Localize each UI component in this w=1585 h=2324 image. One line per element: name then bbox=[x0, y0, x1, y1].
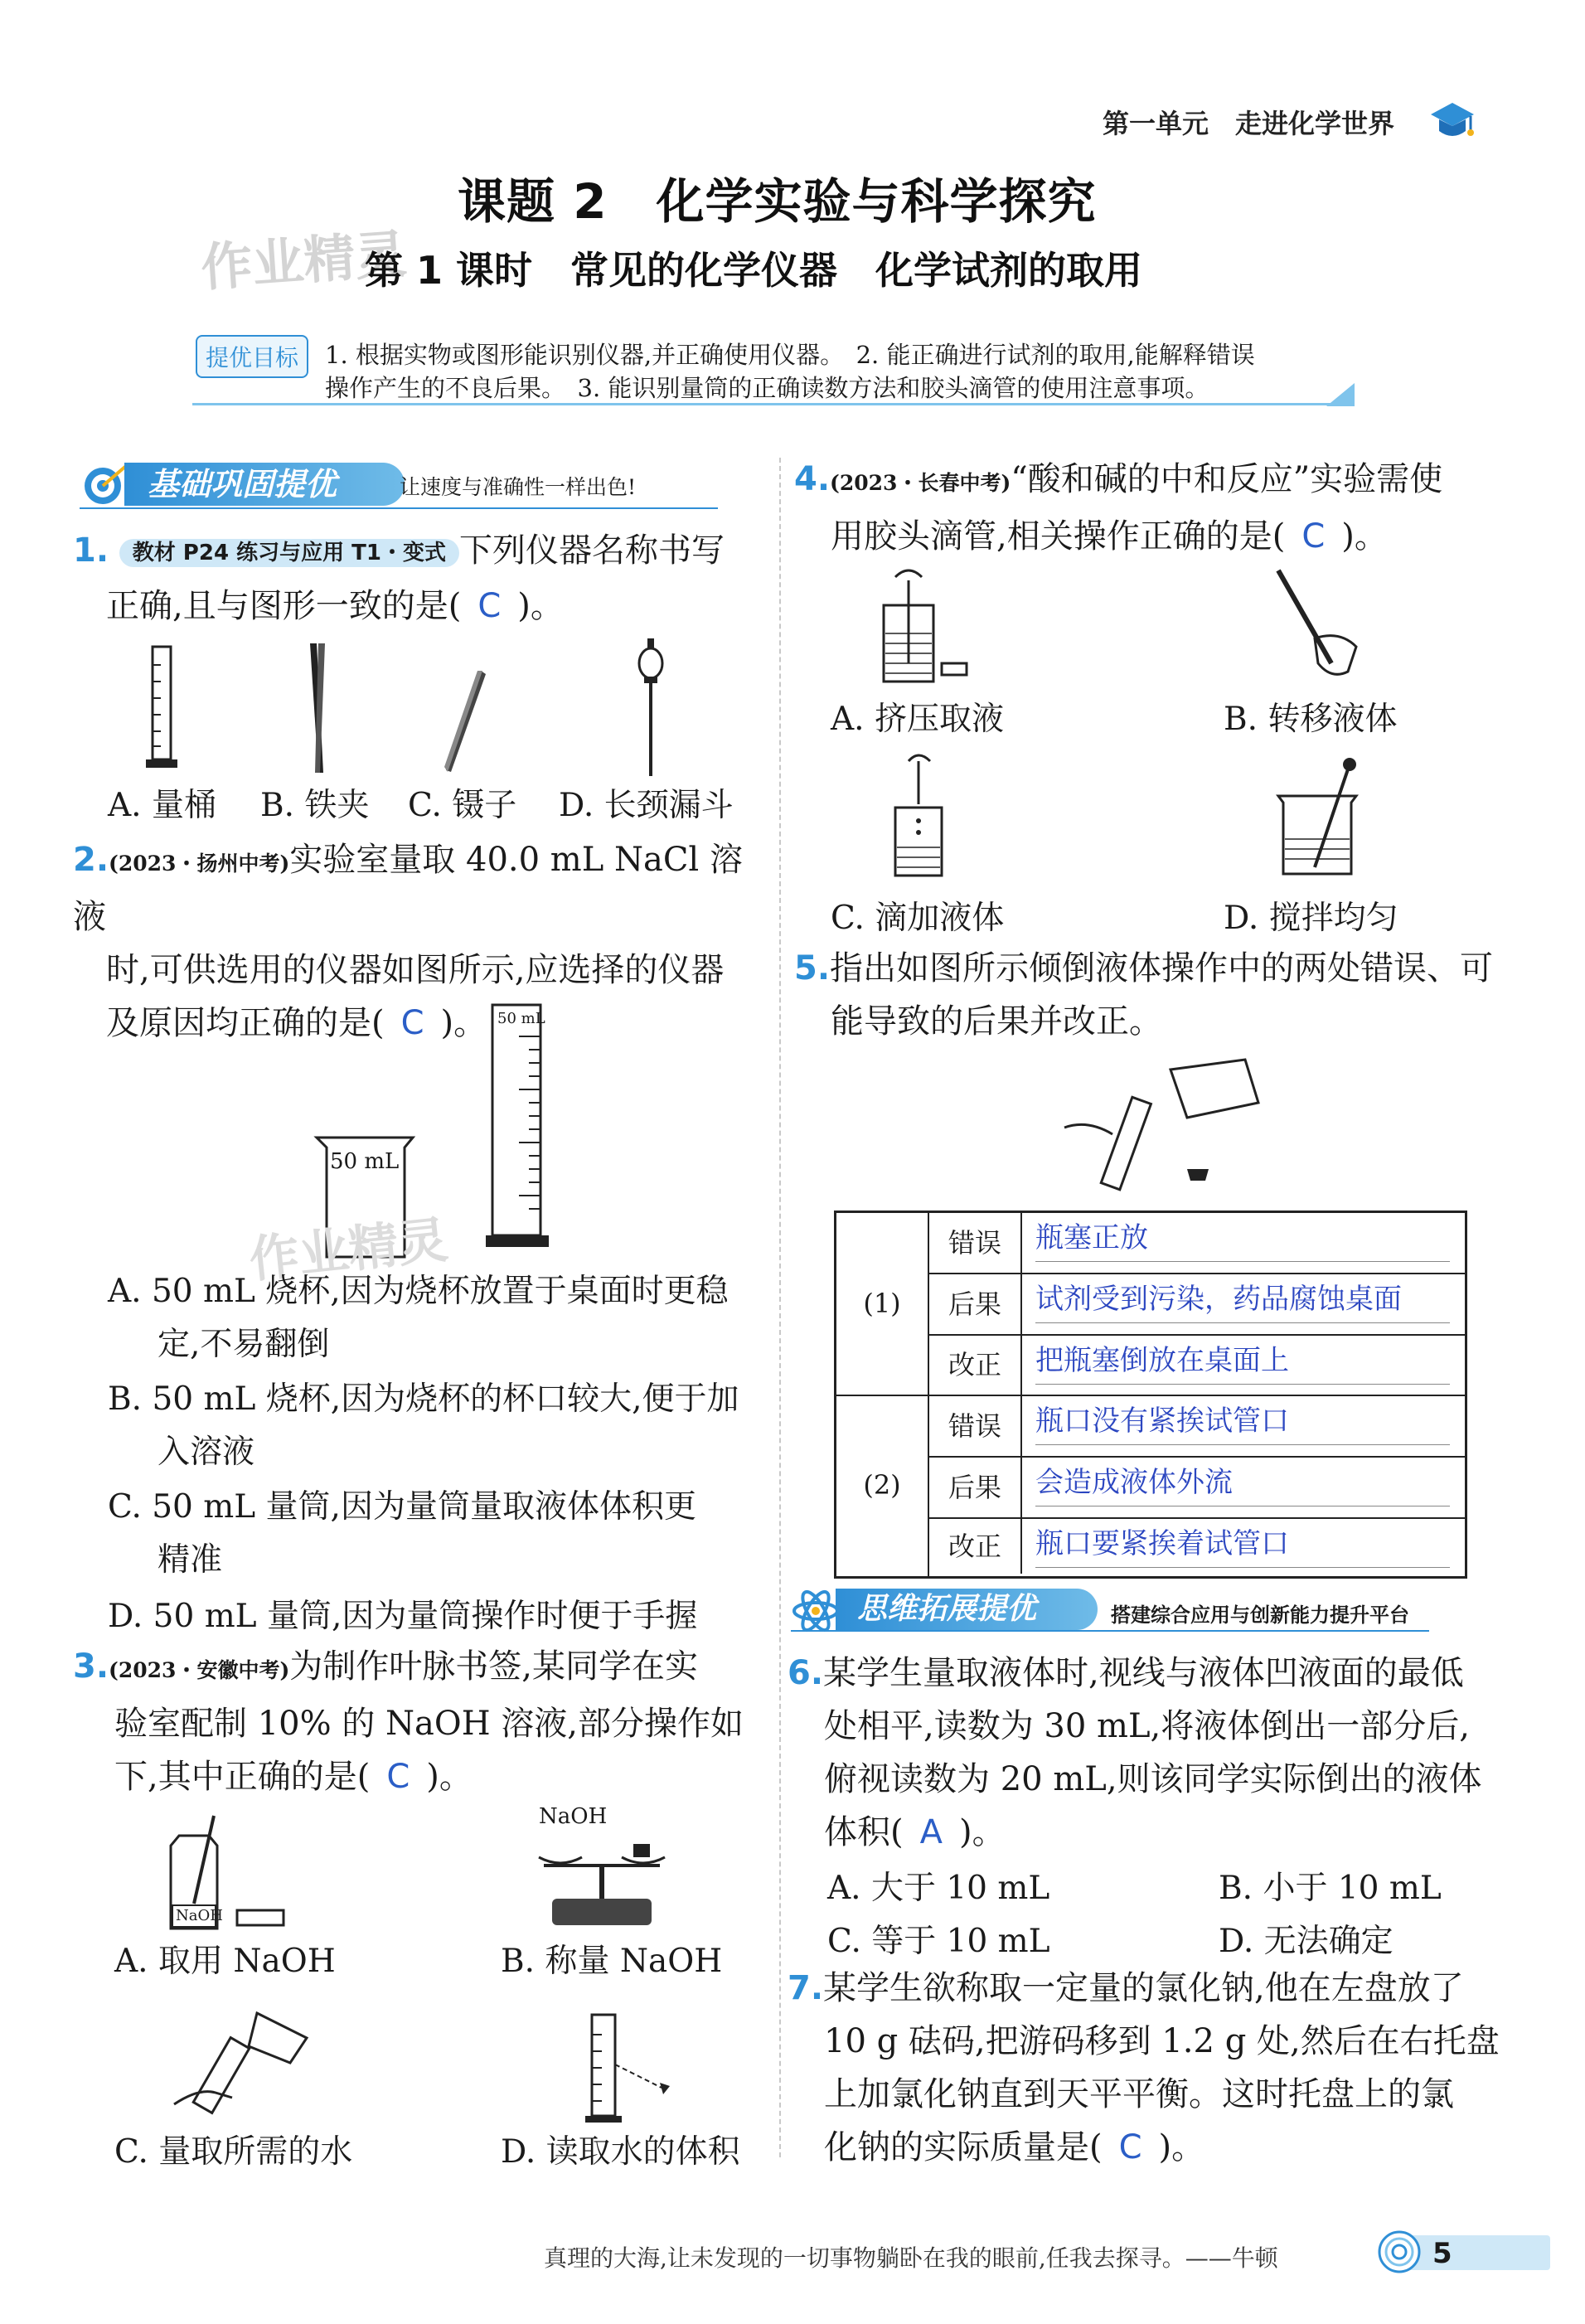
q1-option-b: B. 铁夹 bbox=[260, 787, 370, 824]
q2-option-c-line-1: C. 50 mL 量筒,因为量筒量取液体体积更 bbox=[108, 1488, 696, 1526]
crucible-tongs-figure bbox=[298, 640, 340, 777]
q5-row-label: 改正 bbox=[929, 1336, 1022, 1396]
q5-row-label: 改正 bbox=[929, 1519, 1022, 1574]
table-horizontal-rule bbox=[929, 1334, 1465, 1336]
q5-row-label: 后果 bbox=[929, 1274, 1022, 1336]
q1-line-2: 正确,且与图形一致的是( bbox=[106, 587, 462, 625]
q2-option-b-line-1: B. 50 mL 烧杯,因为烧杯的杯口较大,便于加 bbox=[108, 1380, 739, 1418]
q2-number: 2. bbox=[73, 841, 109, 879]
q7-answer: C bbox=[1118, 2128, 1142, 2166]
spiral-icon bbox=[1376, 2229, 1423, 2275]
q1-tag: 教材 P24 练习与应用 T1・变式 bbox=[119, 539, 459, 567]
q3-source: (2023・安徽中考) bbox=[109, 1658, 290, 1682]
section-slogan-basic: 让速度与准确性一样出色! bbox=[400, 475, 637, 499]
stir-figure bbox=[1273, 756, 1373, 881]
q5 bbox=[794, 942, 1524, 1048]
q7 bbox=[788, 1962, 1525, 2174]
section-title-extend: 思维拓展提优 bbox=[836, 1589, 1098, 1630]
q5-row-value: 把瓶塞倒放在桌面上 bbox=[1035, 1337, 1450, 1385]
q3 bbox=[73, 1640, 769, 1803]
q2-line-1: 实验室量取 40.0 mL NaCl 溶液 bbox=[73, 841, 743, 936]
tweezers-figure bbox=[439, 667, 489, 775]
q7-line-4b: )。 bbox=[1158, 2128, 1205, 2166]
q4-option-c: C. 滴加液体 bbox=[831, 900, 1005, 937]
q3-line-3b: )。 bbox=[426, 1758, 473, 1796]
beaker-label: 50 mL bbox=[330, 1149, 400, 1174]
cylinder-label: 50 mL bbox=[497, 1010, 545, 1027]
q1-number: 1. bbox=[73, 531, 109, 570]
q2-option-d: D. 50 mL 量筒,因为量筒操作时便于手握 bbox=[108, 1598, 698, 1635]
q4-source: (2023・长春中考) bbox=[830, 471, 1011, 495]
q4-option-a: A. 挤压取液 bbox=[831, 701, 1004, 738]
q2-source: (2023・扬州中考) bbox=[109, 851, 290, 876]
lesson-title: 课题 2 化学实验与科学探究 bbox=[458, 173, 1097, 230]
q5-line-1: 指出如图所示倾倒液体操作中的两处错误、可 bbox=[830, 949, 1494, 987]
q6-answer: A bbox=[919, 1813, 943, 1851]
q1-option-c: C. 镊子 bbox=[408, 787, 517, 824]
page-number: 5 bbox=[1432, 2237, 1452, 2270]
q4-line-2b: )。 bbox=[1341, 517, 1388, 556]
q5-number: 5. bbox=[794, 949, 831, 987]
q2-option-a bbox=[108, 1265, 729, 1371]
q1-line-2b: )。 bbox=[517, 587, 564, 625]
section-title-basic: 基础巩固提优 bbox=[124, 463, 405, 506]
q1-answer: C bbox=[477, 587, 502, 625]
corner-triangle-icon bbox=[1326, 383, 1355, 406]
goals-line-1: 1. 根据实物或图形能识别仪器,并正确使用仪器。 2. 能正确进行试剂的取用,能解释错误 bbox=[325, 341, 1255, 369]
watermark: 作业精灵 bbox=[199, 223, 409, 298]
q3-option-c: C. 量取所需的水 bbox=[114, 2133, 353, 2171]
squeeze-dropper-figure bbox=[870, 564, 970, 688]
table-horizontal-rule bbox=[929, 1517, 1465, 1519]
q1-line-1: 下列仪器名称书写 bbox=[458, 531, 725, 570]
q3-line-2: 验室配制 10% 的 NaOH 溶液,部分操作如 bbox=[114, 1705, 744, 1743]
q2-option-b bbox=[108, 1373, 739, 1479]
drop-liquid-figure bbox=[884, 750, 975, 882]
q6-line-1: 某学生量取液体时,视线与液体凹液面的最低 bbox=[823, 1654, 1464, 1692]
q6-line-2: 处相平,读数为 30 mL,将液体倒出一部分后, bbox=[824, 1707, 1470, 1745]
q3-line-3: 下,其中正确的是( bbox=[114, 1758, 371, 1796]
q6-number: 6. bbox=[788, 1654, 824, 1692]
q5-row-label: 错误 bbox=[929, 1213, 1022, 1274]
q2-option-b-line-2: 入溶液 bbox=[158, 1434, 255, 1471]
table-horizontal-rule bbox=[929, 1273, 1465, 1274]
section-underline-basic bbox=[80, 507, 718, 509]
balance-label: NaOH bbox=[539, 1804, 608, 1829]
q6-line-4: 体积( bbox=[824, 1813, 904, 1851]
q2 bbox=[73, 833, 769, 1050]
q2-option-c-line-2: 精准 bbox=[158, 1541, 223, 1579]
cylinder-figure bbox=[486, 1000, 552, 1250]
atom-icon bbox=[791, 1589, 841, 1633]
q2-answer: C bbox=[400, 1004, 424, 1042]
q5-row-label: 错误 bbox=[929, 1396, 1022, 1458]
q7-line-3: 上加氯化钠直到天平平衡。这时托盘上的氯 bbox=[824, 2075, 1454, 2113]
q7-number: 7. bbox=[788, 1969, 824, 2007]
q1 bbox=[73, 524, 769, 633]
q4 bbox=[794, 453, 1507, 563]
lesson-subtitle: 第 1 课时 常见的化学仪器 化学试剂的取用 bbox=[365, 248, 1143, 293]
q5-group-2-label: (2) bbox=[836, 1395, 929, 1576]
q1-option-a: A. 量桶 bbox=[108, 787, 216, 824]
q6 bbox=[788, 1647, 1525, 1859]
pouring-water-figure bbox=[166, 2005, 315, 2121]
q2-option-a-line-1: A. 50 mL 烧杯,因为烧杯放置于桌面时更稳 bbox=[108, 1273, 729, 1310]
q4-line-2: 用胶头滴管,相关操作正确的是( bbox=[831, 517, 1286, 556]
q5-row-value: 会造成液体外流 bbox=[1035, 1459, 1450, 1506]
reading-volume-figure bbox=[580, 2010, 680, 2126]
q6-option-a: A. 大于 10 mL bbox=[827, 1870, 1050, 1907]
q3-line-1: 为制作叶脉书签,某同学在实 bbox=[289, 1647, 698, 1686]
q5-row-value: 试剂受到污染，药品腐蚀桌面 bbox=[1035, 1276, 1450, 1323]
q2-option-c bbox=[108, 1481, 696, 1587]
transfer-dropper-figure bbox=[1265, 564, 1364, 688]
q5-group-1-label: (1) bbox=[836, 1213, 929, 1396]
q5-row-value: 瓶塞正放 bbox=[1035, 1215, 1450, 1262]
q3-option-a: A. 取用 NaOH bbox=[114, 1943, 336, 1980]
unit-header: 第一单元 走进化学世界 bbox=[1103, 108, 1395, 139]
goals-label: 提优目标 bbox=[196, 335, 308, 378]
q5-row-value: 瓶口没有紧挨试管口 bbox=[1035, 1398, 1450, 1445]
q2-option-a-line-2: 定,不易翻倒 bbox=[158, 1326, 330, 1363]
column-divider bbox=[779, 458, 781, 2157]
bottle-label: NaOH bbox=[176, 1907, 223, 1924]
q1-option-d: D. 长颈漏斗 bbox=[559, 787, 734, 824]
q4-answer: C bbox=[1301, 517, 1326, 556]
watermark-2: 作业精灵 bbox=[246, 1211, 451, 1290]
balance-figure bbox=[536, 1832, 668, 1932]
q5-row-label: 后果 bbox=[929, 1458, 1022, 1519]
target-icon bbox=[80, 463, 129, 507]
q5-line-2: 能导致的后果并改正。 bbox=[831, 1002, 1162, 1041]
goals-line-2: 操作产生的不良后果。 3. 能识别量筒的正确读数方法和胶头滴管的使用注意事项。 bbox=[325, 374, 1209, 402]
q3-answer: C bbox=[386, 1758, 410, 1796]
q6-option-b: B. 小于 10 mL bbox=[1219, 1870, 1442, 1907]
q7-line-2: 10 g 砝码,把游码移到 1.2 g 处,然后在右托盘 bbox=[824, 2022, 1500, 2060]
footer-bar bbox=[1401, 2235, 1550, 2270]
q5-row-value: 瓶口要紧挨着试管口 bbox=[1035, 1521, 1450, 1568]
separatory-funnel-figure bbox=[630, 637, 671, 778]
q6-line-4b: )。 bbox=[958, 1813, 1006, 1851]
q3-option-b: B. 称量 NaOH bbox=[501, 1943, 723, 1980]
q4-line-1: “酸和碱的中和反应”实验需使 bbox=[1011, 460, 1443, 498]
q5-table bbox=[834, 1211, 1467, 1579]
table-horizontal-rule bbox=[929, 1395, 1465, 1396]
q6-line-3: 俯视读数为 20 mL,则该同学实际倒出的液体 bbox=[824, 1760, 1482, 1798]
table-horizontal-rule bbox=[929, 1456, 1465, 1458]
q6-option-d: D. 无法确定 bbox=[1219, 1923, 1394, 1960]
q7-line-1: 某学生欲称取一定量的氯化钠,他在左盘放了 bbox=[823, 1969, 1464, 2007]
q2-line-3b: )。 bbox=[440, 1004, 487, 1042]
q4-option-d: D. 搅拌均匀 bbox=[1224, 900, 1398, 937]
footer-quote: 真理的大海,让未发现的一切事物躺卧在我的眼前,任我去探寻。——牛顿 bbox=[544, 2244, 1278, 2272]
q7-line-4: 化钠的实际质量是( bbox=[824, 2128, 1103, 2166]
q2-line-2: 时,可供选用的仪器如图所示,应选择的仪器 bbox=[106, 951, 725, 989]
q3-option-d: D. 读取水的体积 bbox=[501, 2133, 740, 2171]
q2-line-3: 及原因均正确的是( bbox=[106, 1004, 385, 1042]
pouring-liquid-figure bbox=[1063, 1053, 1262, 1194]
section-slogan-extend: 搭建综合应用与创新能力提升平台 bbox=[1111, 1603, 1409, 1627]
section-underline-extend bbox=[791, 1630, 1429, 1632]
graduation-cap-icon bbox=[1427, 96, 1477, 143]
measuring-cylinder-figure bbox=[143, 640, 184, 773]
q3-number: 3. bbox=[73, 1647, 109, 1686]
q4-option-b: B. 转移液体 bbox=[1224, 701, 1398, 738]
q6-option-c: C. 等于 10 mL bbox=[827, 1923, 1050, 1960]
q4-number: 4. bbox=[794, 460, 831, 498]
